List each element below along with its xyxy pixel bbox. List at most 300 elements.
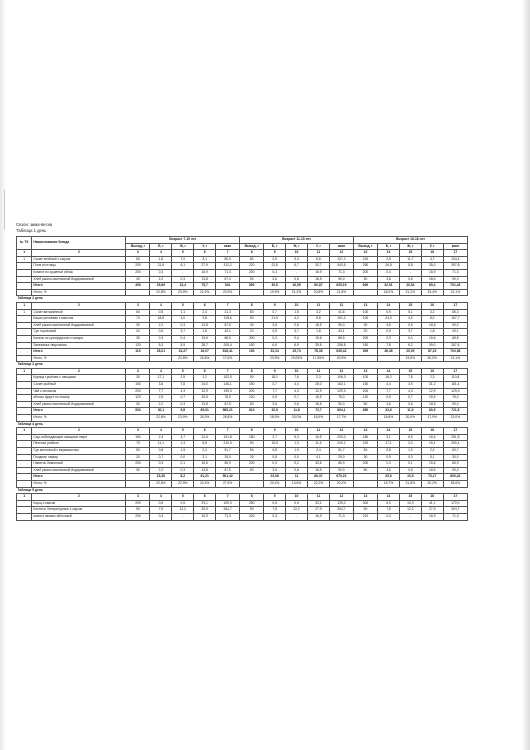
nutrition-value: 3,6 [264,276,286,283]
tk-number [17,349,32,356]
nutrition-value: 0,3 [264,335,286,342]
tk-number [17,454,32,461]
column-number: 1 [17,250,32,257]
nutrition-value: 259,4 [443,441,467,448]
tk-number [17,467,32,474]
tk-number [17,276,32,283]
tk-number [17,415,32,422]
column-number: 11 [308,302,330,309]
nutrition-value: 0,4 [172,335,194,342]
nutrition-value: 0,3 [150,513,172,520]
column-number: 2 [32,302,126,309]
nutrition-value: 2,4 [194,309,216,316]
nutrition-value: 16,9 [421,513,443,520]
nutrition-value: 15,6 [194,461,216,468]
nutrition-value: 21,3 [216,309,240,316]
nutrition-value: 4,4 [378,382,400,389]
table-row [17,448,468,455]
nutrition-value: 20 [353,329,377,336]
nutrition-value: 530 [126,408,150,415]
tk-number [17,448,32,455]
nutrition-value: 16,9 [308,513,330,520]
nutrition-value: 2,4 [421,448,443,455]
nutrition-value [126,355,150,362]
column-number: 8 [240,494,264,501]
tk-number [17,382,32,389]
nutrition-value: 28,01 [150,349,172,356]
scan-crease [4,190,5,230]
nutrition-value: 87,19 [421,349,443,356]
nutrition-value: 28,7 [194,342,216,349]
nutrition-value: 43,1 [443,329,467,336]
nutrition-value: 41,1 [421,500,443,507]
nutrition-value: 71,3 [216,513,240,520]
nutrition-value: 550 [240,283,264,290]
table-row [17,322,468,329]
nutrition-value: 5,8 [194,441,216,448]
dish-name: Запеканка творожная [32,342,126,349]
tk-number [17,316,32,323]
dish-name: Хлеб ржано-пшеничный йодированный [32,401,126,408]
nutrition-value: 3,0 [172,316,194,323]
nutrition-value: 3,7 [264,382,286,389]
nutrition-value: 30 [126,401,150,408]
sub-header: У, г [421,243,443,250]
nutrition-value: 0,7 [264,309,286,316]
nutrition-value: 50 [126,448,150,455]
table-row [17,309,468,316]
nutrition-value: 4,2 [421,309,443,316]
dish-name: Кисель из сухофруктов и сахара [32,335,126,342]
dish-name: Салат зелёный с сыром [32,256,126,263]
day-caption-row [17,421,468,428]
table-row [17,316,468,323]
table-row [17,276,468,283]
nutrition-value: 2,5 [150,395,172,402]
nutrition-value: 35,0 [421,263,443,270]
nutrition-value: 60 [126,309,150,316]
nutrition-value: 251,8 [443,434,467,441]
dish-name: Чай с молоком [32,388,126,395]
column-number: 9 [264,428,286,435]
dish-name: Итого [32,408,126,415]
nutrition-value: 150 [353,342,377,349]
nutrition-value: 60 [126,256,150,263]
nutrition-value: 19,09% [286,355,308,362]
nutrition-value: 2,4 [308,448,330,455]
nutrition-value: 0,5 [172,500,194,507]
nutrition-value: 304,7 [443,507,467,514]
nutrition-value: 703,08 [443,349,467,356]
column-number: 5 [172,250,194,257]
nutrition-value: 5,1 [421,454,443,461]
nutrition-value: 0,3 [172,401,194,408]
nutrition-value: 509 [353,349,377,356]
day1-caption: Таблица 1 день [16,228,47,233]
nutrition-value: 1,8 [421,329,443,336]
tk-number [17,401,32,408]
nutrition-value: 0,6 [399,276,421,283]
nutrition-value: 2,8 [378,256,400,263]
dish-name: Итого, % [32,289,126,296]
nutrition-value: 1,8 [308,329,330,336]
nutrition-value: 7,5 [378,507,400,514]
nutrition-value: 200 [126,263,150,270]
dish-name: Итого [32,474,126,481]
nutrition-value: 120 [353,395,377,402]
nutrition-value: 18,9% [308,415,330,422]
nutrition-value: 12,6 [194,434,216,441]
column-number: 6 [194,250,216,257]
nutrition-value: 3,1 [194,454,216,461]
nutrition-value: 11,7 [399,256,421,263]
nutrition-value: 0,4 [286,335,308,342]
column-number: 8 [240,368,264,375]
tk-number [17,342,32,349]
column-number: 7 [216,368,240,375]
nutrition-value: 4,3 [172,388,194,395]
column-number: 10 [286,250,308,257]
nutrition-value: 27,9 [308,507,330,514]
nutrition-value: 17,1 [378,441,400,448]
table-row [17,349,468,356]
nutrition-value: 10,9 [399,474,421,481]
nutrition-value: 18,5 [308,276,330,283]
nutrition-value: 18,5 [308,322,330,329]
nutrition-value: 200 [126,269,150,276]
nutrition-value: 70 [126,316,150,323]
day-caption-row [17,487,468,494]
nutrition-value: 0,3 [172,322,194,329]
column-number: 7 [216,302,240,309]
tk-number [17,461,32,468]
nutrition-value: 28,0 [308,382,330,389]
nutrition-value: 41,6 [329,309,353,316]
table-row [17,395,468,402]
nutrition-value: 150 [126,382,150,389]
nutrition-value: 0,3 [378,335,400,342]
column-number: 15 [399,302,421,309]
dish-name: Курица тушёная с овощами [32,375,126,382]
table-row [17,500,468,507]
sub-header: Ж, г [172,243,194,250]
nutrition-value: 0,9 [378,309,400,316]
nutrition-value: 13,6% [286,480,308,487]
nutrition-value: 3,7 [172,329,194,336]
nutrition-value: 120 [126,342,150,349]
nutrition-value: 17,55% [308,355,330,362]
nutrition-value: 6,8 [308,256,330,263]
nutrition-value: 24,0 [194,382,216,389]
table-row [17,263,468,270]
nutrition-value: 36,48 [378,349,400,356]
nutrition-value: 11 [286,474,308,481]
nutrition-value: 200 [240,461,264,468]
nutrition-value: 71,3 [216,269,240,276]
nutrition-value: 180 [240,434,264,441]
column-number: 15 [399,368,421,375]
nutrition-value: 3,1 [378,434,400,441]
column-number: 16 [421,494,443,501]
nutrition-value: 18,5 [421,322,443,329]
nutrition-value: 0,4 [399,335,421,342]
table-row [17,408,468,415]
nutrition-value: 20,54 [399,283,421,290]
column-number: 4 [150,428,172,435]
nutrition-value: 220 [240,263,264,270]
nutrition-value: 30 [126,335,150,342]
nutrition-value [353,355,377,362]
nutrition-value: 16,7% [378,480,400,487]
nutrition-value: 167,7 [443,316,467,323]
nutrition-value: 13,8 [194,467,216,474]
nutrition-value: 90 [240,507,264,514]
column-number: 11 [308,368,330,375]
nutrition-value: 21,8% [399,480,421,487]
table-row [17,434,468,441]
nutrition-value: 13,8 [194,276,216,283]
nutrition-value: 7,7 [150,388,172,395]
nutrition-value: 304,7 [329,507,353,514]
nutrition-value: 0,8 [264,448,286,455]
column-number: 13 [353,250,377,257]
column-number: 3 [126,494,150,501]
tk-number [17,335,32,342]
nutrition-value: 6,8 [308,316,330,323]
nutrition-value: 20,4% [194,480,216,487]
nutrition-value: 30,6 [264,283,286,290]
column-number: 1 [17,368,32,375]
nutrition-value: 23,06 [264,474,286,481]
nutrition-value: 6,5 [399,434,421,441]
table-row [17,256,468,263]
nutrition-value: 7,8 [378,342,400,349]
nutrition-value: 67,5 [216,401,240,408]
nutrition-value: 650 [353,408,377,415]
nutrition-value [353,415,377,422]
nutrition-value: 200 [353,388,377,395]
dish-name: Итого, % [32,355,126,362]
nutrition-value: 25,6 [378,474,400,481]
nutrition-value: 30 [126,375,150,382]
nutrition-value: 0,7 [399,395,421,402]
nutrition-value: 26,8 [378,263,400,270]
nutrition-value: 5,5 [172,342,194,349]
age-group-header: Возраст 11-15 лет [240,237,354,244]
tk-number: 1 [17,309,32,316]
nutrition-value: 267,6 [443,342,467,349]
nutrition-value: 73,17 [421,474,443,481]
column-number: 2 [32,494,126,501]
column-number: 7 [216,250,240,257]
nutrition-value: 5,1 [399,309,421,316]
nutrition-value: 264,7 [216,507,240,514]
nutrition-value: 9,3 [286,256,308,263]
column-number: 5 [172,368,194,375]
column-number: 6 [194,302,216,309]
nutrition-value: 16,27 [172,349,194,356]
nutrition-value: 20,09 [399,349,421,356]
nutrition-value: 0,8 [150,448,172,455]
nutrition-value: 27,9 [421,507,443,514]
nutrition-value: 0,5 [150,500,172,507]
day-caption-row [17,362,468,369]
sub-header: Б, г [150,243,172,250]
tk-number [17,395,32,402]
column-number: 15 [399,428,421,435]
nutrition-value: 90,0 [329,276,353,283]
nutrition-value: 0,0 [172,454,194,461]
day-caption-row [17,296,468,303]
nutrition-value [126,415,150,422]
column-number: 6 [194,368,216,375]
table-row [17,507,468,514]
nutrition-value: 250 [353,263,377,270]
column-number: 2 [32,368,126,375]
nutrition-value: 3,6 [150,382,172,389]
nutrition-value: 3,8 [194,316,216,323]
nutrition-value: 80,5 [421,408,443,415]
nutrition-value: 100 [353,309,377,316]
column-number: 16 [421,250,443,257]
nutrition-value: 7,6 [286,375,308,382]
nutrition-value: 3,6 [378,276,400,283]
nutrition-value: 50 [240,276,264,283]
nutrition-value: 109,0 [216,500,240,507]
nutrition-value: 1,9 [286,448,308,455]
nutrition-value: 76,0 [443,395,467,402]
nutrition-value: 11,5 [399,408,421,415]
column-number: 8 [240,302,264,309]
column-number: 10 [286,368,308,375]
nutrition-value: 18,5 [308,467,330,474]
nutrition-value: 80 [240,256,264,263]
nutrition-value: 100 [353,441,377,448]
nutrition-value: 0,1 [286,461,308,468]
nutrition-value: 0,8 [378,448,400,455]
nutrition-value: 610 [240,408,264,415]
table-row [17,480,468,487]
column-number: 16 [421,368,443,375]
nutrition-value: 8,2 [172,474,194,481]
nutrition-value: 23,8 [264,263,286,270]
nutrition-value: 30 [353,454,377,461]
dish-name: Напиток Лимонный [32,461,126,468]
nutrition-value: 0,5 [264,329,286,336]
nutrition-value: 50 [240,401,264,408]
nutrition-value: 4,1 [308,454,330,461]
column-number: 5 [172,302,194,309]
sub-header: Ж, г [399,243,421,250]
nutrition-value: 18,5 [421,467,443,474]
nutrition-value: 18,9% [264,415,286,422]
nutrition-value: 2,4 [194,448,216,455]
column-number: 11 [308,428,330,435]
nutrition-value: 16,5 [308,434,330,441]
column-number: 10 [286,302,308,309]
nutrition-value: 397,8 [443,263,467,270]
nutrition-value [353,474,377,481]
nutrition-value: 21,6 [150,263,172,270]
nutrition-value: 76,0 [329,395,353,402]
nutrition-value: 120 [126,395,150,402]
column-number-row [17,250,468,257]
tk-number [17,289,32,296]
nutrition-value: 30,1 [150,408,172,415]
column-number: 3 [126,428,150,435]
nutrition-value: 23,9% [264,355,286,362]
nutrition-value: 11,8 [286,408,308,415]
nutrition-value: 30 [353,322,377,329]
column-number: 12 [329,368,353,375]
column-number: 17 [443,302,467,309]
nutrition-value: 0,3 [264,513,286,520]
nutrition-value: 85,4 [421,283,443,290]
nutrition-value: - [286,269,308,276]
nutrition-value: 65,9 [329,461,353,468]
tk-number [17,269,32,276]
dish-name: Хлеб ржано-пшеничный йодированный [32,322,126,329]
nutrition-value: 100 [353,375,377,382]
nutrition-value: 7,0 [172,256,194,263]
dish-name: Плов из птицы [32,263,126,270]
tk-number [17,283,32,290]
nutrition-value: 26,5% [194,355,216,362]
dish-name: Хлеб ржано-пшеничный йодированный [32,276,126,283]
nutrition-value: 4,7 [421,256,443,263]
nutrition-value [240,415,264,422]
nutrition-value: 1,9 [172,448,194,455]
nutrition-value: 3,6 [264,467,286,474]
nutrition-value: 12,9 [308,388,330,395]
nutrition-value: 3,6 [378,467,400,474]
nutrition-value: 90,0 [329,467,353,474]
nutrition-value: 12,2 [286,507,308,514]
dish-name: Итого, % [32,480,126,487]
nutrition-value: 210 [353,513,377,520]
col-name-header: Наименование блюда [32,237,126,250]
nutrition-value: 250 [240,500,264,507]
nutrition-value: 26,8% [216,415,240,422]
nutrition-value: 150 [240,382,264,389]
nutrition-value: 181,4 [443,382,467,389]
nutrition-value: 68,5 [329,335,353,342]
column-number: 17 [443,368,467,375]
nutrition-value: 73,7 [308,408,330,415]
nutrition-value: 12,2 [399,507,421,514]
nutrition-value: 0,3 [150,461,172,468]
nutrition-value: 16,9 [308,269,330,276]
nutrition-value: 7,8 [399,375,421,382]
nutrition-value: 20,0% [286,415,308,422]
nutrition-value: 12,2 [172,507,194,514]
nutrition-value: - [286,513,308,520]
nutrition-value: 1,8 [194,329,216,336]
nutrition-value: 16,9 [421,269,443,276]
nutrition-value: 1,6 [150,256,172,263]
nutrition-value: 50 [353,467,377,474]
nutrition-value: 0,3 [264,269,286,276]
nutrition-value: 0,3 [378,269,400,276]
nutrition-value: 151,2 [329,316,353,323]
nutrition-value: 7,5 [150,507,172,514]
nutrition-value: 200 [353,269,377,276]
nutrition-value: 625,15 [329,283,353,290]
nutrition-value: 7,8 [172,382,194,389]
column-number: 2 [32,250,126,257]
nutrition-value: 205,4 [216,342,240,349]
nutrition-value: 13,8 [194,401,216,408]
